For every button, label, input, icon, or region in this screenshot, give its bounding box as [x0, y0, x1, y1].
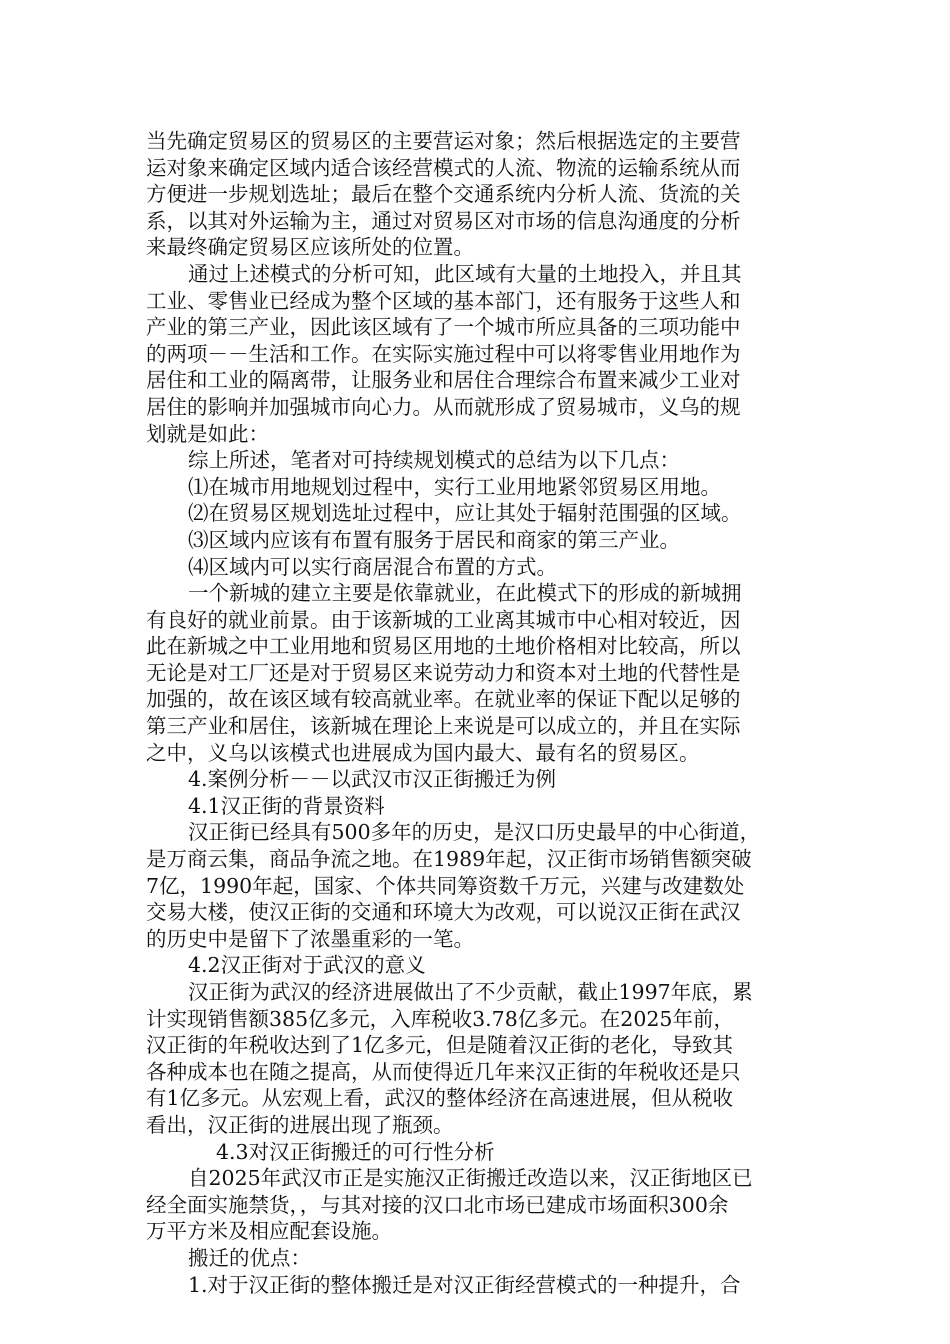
text-line: 综上所述，笔者对可持续规划模式的总结为以下几点：: [188, 448, 680, 473]
text-line: 之中，义乌以该模式也进展成为国内最大、最有名的贸易区。: [146, 740, 700, 765]
text-line: 各种成本也在随之提高，从而使得近几年来汉正街的年税收还是只: [146, 1059, 741, 1084]
list-item: ⑵在贸易区规划选址过程中，应让其处于辐射范围强的区域。: [188, 501, 742, 526]
text-line: 自2025年武汉市正是实施汉正街搬迁改造以来，汉正街地区已: [188, 1166, 753, 1191]
text-line: 计实现销售额385亿多元，入库税收3.78亿多元。在2025年前，: [146, 1006, 734, 1031]
list-item: ⑶区域内应该有布置有服务于居民和商家的第三产业。: [188, 527, 680, 552]
list-item: 1.对于汉正街的整体搬迁是对汉正街经营模式的一种提升，合: [188, 1272, 741, 1297]
document-body: [146, 128, 806, 1298]
text-line: 当先确定贸易区的贸易区的主要营运对象；然后根据选定的主要营: [146, 129, 741, 153]
text-line: 运对象来确定区域内适合该经营模式的人流、物流的运输系统从而: [146, 155, 741, 180]
text-line: 通过上述模式的分析可知，此区域有大量的土地投入，并且其: [188, 261, 742, 286]
text-line: 第三产业和居住，该新城在理论上来说是可以成立的，并且在实际: [146, 714, 741, 739]
text-line: 工业、零售业已经成为整个区域的基本部门，还有服务于这些人和: [146, 288, 741, 313]
text-line: 居住的影响并加强城市向心力。从而就形成了贸易城市，义乌的规: [146, 394, 741, 419]
list-item: ⑷区域内可以实行商居混合布置的方式。: [188, 554, 557, 579]
text-line: 方便进一步规划选址；最后在整个交通系统内分析人流、货流的关: [146, 182, 741, 207]
text-line: 加强的，故在该区域有较高就业率。在就业率的保证下配以足够的: [146, 687, 741, 712]
text-line: 居住和工业的隔离带，让服务业和居住合理综合布置来减少工业对: [146, 368, 741, 393]
text-line: 无论是对工厂还是对于贸易区来说劳动力和资本对土地的代替性是: [146, 660, 741, 685]
text-line: 的两项－－生活和工作。在实际实施过程中可以将零售业用地作为: [146, 341, 741, 366]
text-line: 是万商云集，商品争流之地。在1989年起，汉正街市场销售额突破: [146, 847, 752, 872]
text-line: 交易大楼，使汉正街的交通和环境大为改观，可以说汉正街在武汉: [146, 900, 741, 925]
subsection-heading: 4.2汉正街对于武汉的意义: [188, 953, 426, 978]
text-line: 的历史中是留下了浓墨重彩的一笔。: [146, 926, 474, 951]
section-heading: 4.案例分析－－以武汉市汉正街搬迁为例: [188, 767, 557, 792]
text-line: 搬迁的优点：: [188, 1245, 311, 1270]
subsection-heading: 4.1汉正街的背景资料: [188, 793, 385, 818]
text-line: 汉正街已经具有500多年的历史，是汉口历史最早的中心街道，: [188, 820, 761, 845]
subsection-heading: 4.3对汉正街搬迁的可行性分析: [216, 1139, 495, 1164]
text-line: 有1亿多元。从宏观上看，武汉的整体经济在高速进展，但从税收: [146, 1086, 734, 1111]
text-line: 一个新城的建立主要是依靠就业，在此模式下的形成的新城拥: [188, 581, 742, 606]
text-line: 汉正街的年税收达到了1亿多元，但是随着汉正街的老化，导致其: [146, 1033, 734, 1058]
text-line: 划就是如此：: [146, 421, 269, 446]
text-line: 系，以其对外运输为主，通过对贸易区对市场的信息沟通度的分析: [146, 208, 741, 233]
text-line: 汉正街为武汉的经济进展做出了不少贡献，截止1997年底，累: [188, 980, 753, 1004]
text-line: 有良好的就业前景。由于该新城的工业离其城市中心相对较近，因: [146, 607, 741, 632]
text-line: 来最终确定贸易区应该所处的位置。: [146, 235, 474, 260]
text-line: 产业的第三产业，因此该区域有了一个城市所应具备的三项功能中: [146, 315, 741, 340]
text-line: 7亿，1990年起，国家、个体共同筹资数千万元，兴建与改建数处: [146, 873, 745, 898]
text-line: 经全面实施禁货，，与其对接的汉口北市场已建成市场面积300余: [146, 1192, 729, 1217]
text-line: 此在新城之中工业用地和贸易区用地的土地价格相对比较高，所以: [146, 634, 741, 659]
list-item: ⑴在城市用地规划过程中，实行工业用地紧邻贸易区用地。: [188, 474, 721, 499]
text-line: 万平方米及相应配套设施。: [146, 1219, 392, 1244]
text-line: 看出，汉正街的进展出现了瓶颈。: [146, 1112, 454, 1137]
